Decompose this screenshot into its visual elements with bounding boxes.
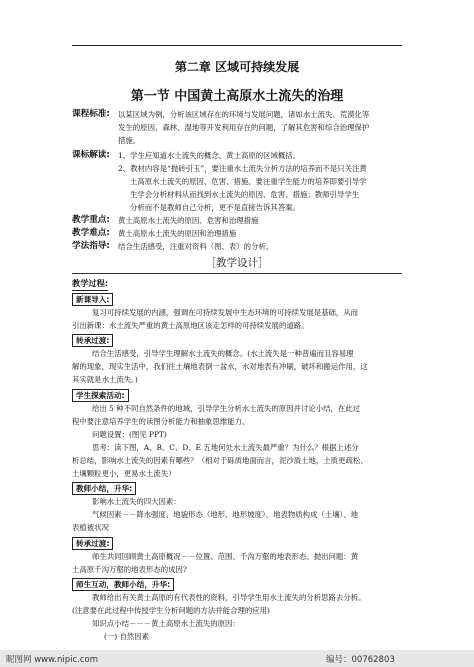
header-rule	[72, 45, 402, 46]
teacher-summary-line: 影响水土流失的四大因素：	[92, 497, 181, 506]
method-text: 结合生活感受，注重对资料（图、表）的分析。	[118, 242, 274, 251]
design-title: ［教学设计］	[205, 257, 269, 269]
key-points-label: 教学重点:	[72, 215, 110, 225]
transition1-line: 其实就是水土流失。)	[72, 375, 138, 384]
standard-label: 课程标准:	[72, 109, 110, 119]
interaction-line: (一) 自然因素	[104, 632, 150, 641]
teacher-summary-line: 表植被状况	[72, 523, 109, 532]
transition2-label: 转承过渡:	[72, 537, 113, 550]
standard-line: 措施。	[118, 136, 141, 145]
process-label: 教学过程:	[72, 277, 108, 291]
interaction-label: 师生互动，教师小结，升华:	[72, 578, 174, 591]
teacher-summary-line: 气候因素－－降水强度、地貌形态（地形、地形坡度）、地表物质构成（土壤）、地	[92, 510, 359, 519]
section-title: 第一节 中国黄土高原水土流失的治理	[130, 89, 344, 104]
explore-line: 析总结，影响水土流失的因素有哪些？（相对于砾质地面而言，泥沙质土地，土质更疏松、	[72, 456, 368, 465]
explore-line: 给出 5 种不同自然条件的地域，引导学生分析水土流失的原因并讨论小结，在此过	[92, 404, 361, 413]
difficulties-label: 教学难点:	[72, 228, 110, 238]
chapter-title: 第二章 区域可持续发展	[174, 60, 300, 74]
interaction-line: (注意要在此过程中传授学生分析问题的方法并能合理的应用)	[72, 606, 270, 615]
method-label: 学法指导:	[72, 241, 110, 251]
intro-line: 复习可持续发展的内涵，强调在可持续发展中生态环境的可持续发展是基础，从而	[92, 308, 359, 317]
teacher-summary-label: 教师小结，升华:	[72, 482, 136, 495]
standard-line: 以某区域为例，分析该区域存在的环境与发展问题，诸如水土流失、荒漠化等	[118, 110, 370, 119]
interpretation-label: 课标解读:	[72, 150, 110, 160]
difficulties-text: 黄土高原水土流失的原因和治理措施	[118, 229, 237, 238]
explore-label: 学生探索活动:	[72, 389, 129, 402]
transition2-line: 师生共同回顾黄土高原概况－－位置、范围、千沟万壑的地表形态。抛出问题：黄	[92, 552, 359, 561]
explore-line: 土壤颗粒更小，更易水土流失）	[72, 469, 176, 478]
intro-label: 新课导入:	[72, 293, 113, 306]
interaction-line: 知识点小结－－－黄土高原水土流失的原因：	[92, 619, 240, 628]
transition1-line: 解的现象，现实生活中，我们往土壤地表倒一盆水，水对地表有冲刷，破坏和搬运作用，这	[72, 362, 368, 371]
interaction-line: 教师给出有关黄土高原的有代表性的资料，引导学生用水土流失的分析思路去分析。	[92, 593, 366, 602]
intro-line: 引出新课：水土流失严重的黄土高原地区该走怎样的可持续发展的道路。	[72, 321, 309, 330]
interpretation-line: 2、教材内容是“抛砖引玉”，要注重水土流失分析方法的培养而不是只关注黄	[118, 164, 367, 173]
transition2-line: 土高原千沟万壑的地表形态的成因?	[72, 565, 187, 574]
interpretation-line: 土高原水土流失的原因、危害、措施。要注重学生能力的培养即要引导学	[130, 177, 367, 186]
watermark-site: 昵图网 www.nipic.com	[6, 655, 99, 665]
explore-line: 程中要注意培养学生的读图分析能力和抽象思维能力。	[72, 417, 250, 426]
standard-line: 发生的原因，森林、湿地等开发利用存在的问题，了解其危害和综合治理保护	[118, 123, 370, 132]
interpretation-line: 生学会分析材料从而找到水土流失的原因、危害、措施；教师引导学生	[130, 190, 360, 199]
transition1-line: 结合生活感受，引导学生理解水土流失的概念。(水土流失是一种普遍而且容易理	[92, 349, 354, 358]
watermark-id: 编号：00762803	[326, 655, 395, 665]
transition1-label: 转承过渡:	[72, 334, 113, 347]
explore-line: 问题设置：(图见 PPT)	[92, 430, 167, 439]
interpretation-line: 1、学生应知道水土流失的概念，黄土高原的区域概括。	[118, 151, 301, 160]
design-rule	[72, 273, 402, 274]
explore-line: 思考：读下图，A、B、C、D、E 五地何处水土流失最严重？为什么？根据上述分	[92, 443, 359, 452]
interpretation-line: 分析而不是教师自己分析，更不是直接告诉其答案。	[130, 203, 300, 212]
key-points-text: 黄土高原水土流失的原因、危害和治理措施	[118, 216, 259, 225]
